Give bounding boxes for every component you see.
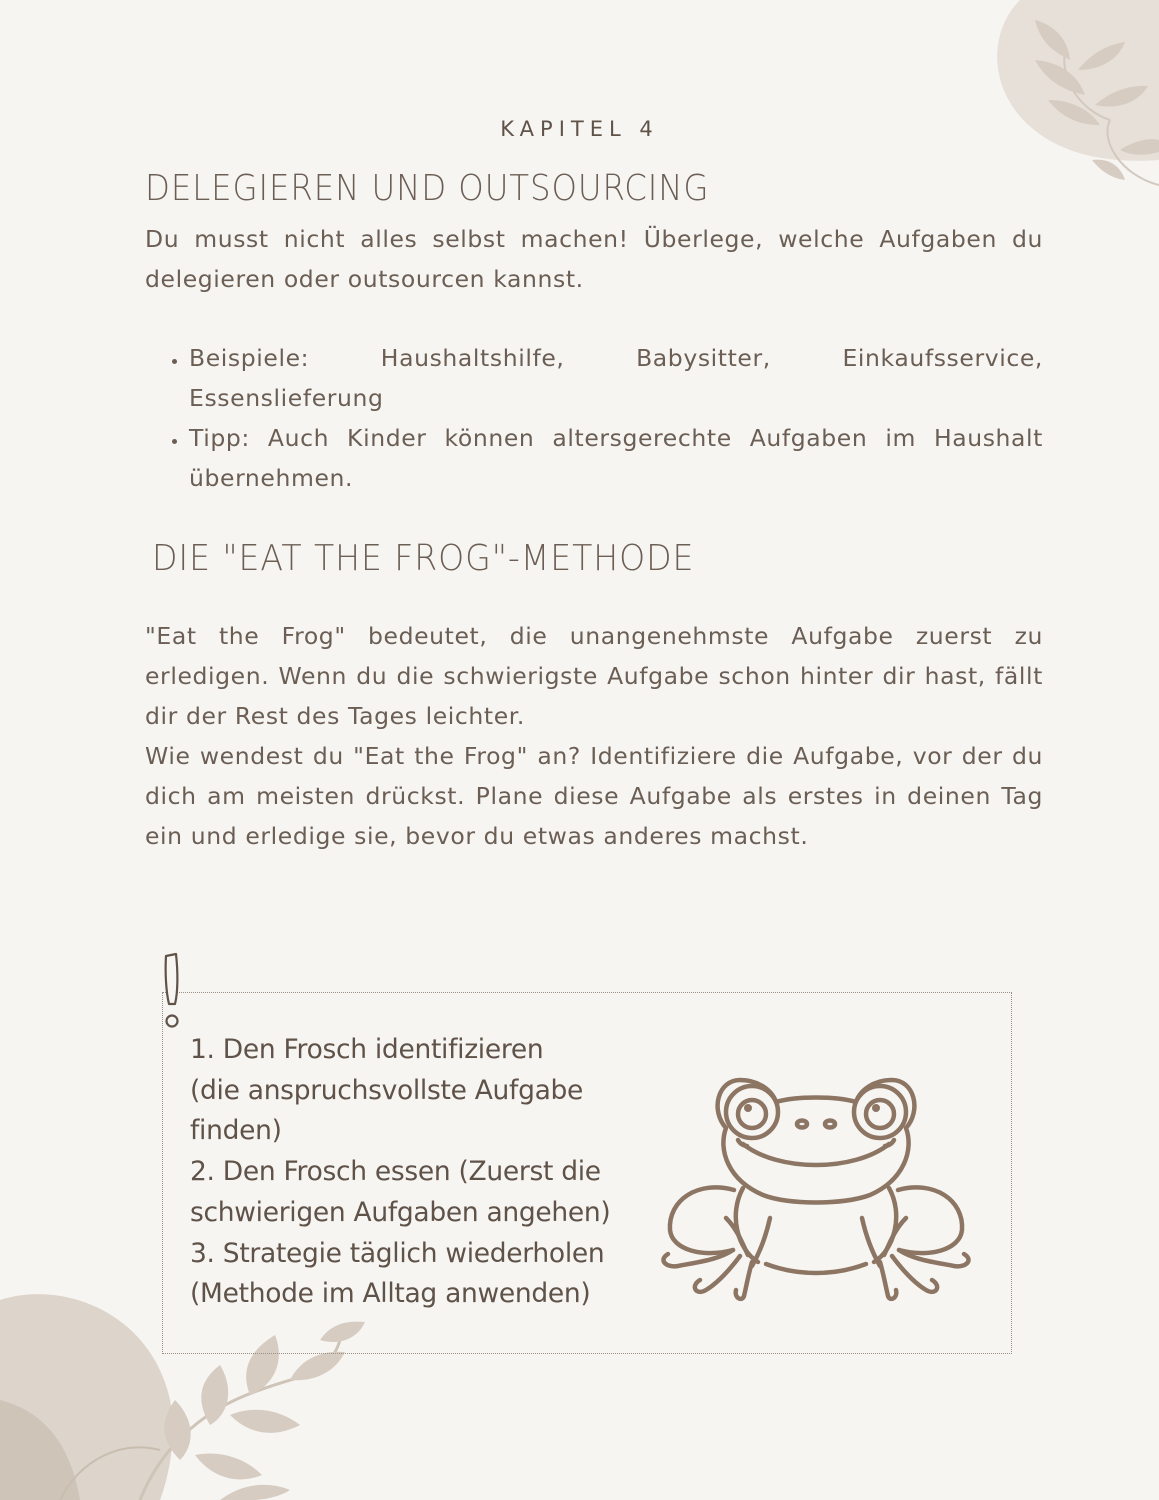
intro-paragraph: Du musst nicht alles selbst machen! Überlege, welche Aufgaben du delegieren oder outsourcen kannst. xyxy=(145,225,1043,293)
list-item-text: Tipp: Auch Kinder können altersgerechte Aufgaben im Haushalt übernehmen. xyxy=(189,424,1043,492)
chapter-label: KAPITEL 4 xyxy=(500,117,659,141)
step-line: finden) xyxy=(190,1115,282,1147)
step-line: 2. Den Frosch essen (Zuerst die xyxy=(190,1156,601,1188)
examples-list xyxy=(145,338,1043,498)
frog-icon xyxy=(648,1040,984,1302)
list-item-continuation: Essenslieferung xyxy=(189,384,384,412)
exclamation-icon xyxy=(160,952,190,1032)
step-line: (die anspruchsvollste Aufgabe xyxy=(190,1074,584,1106)
frog-paragraph-2: Wie wendest du "Eat the Frog" an? Identifiziere die Aufgabe, vor der du dich am meisten drückst. Plane diese Aufgabe als erstes in deinen Tag ein und erledige sie, bevor du etwas anderes machst. xyxy=(145,742,1043,850)
step-line: 1. Den Frosch identifizieren xyxy=(190,1034,544,1065)
steps-list xyxy=(190,1030,620,1315)
list-item xyxy=(189,338,1043,378)
frog-paragraph-1: "Eat the Frog" bedeutet, die unangenehmste Aufgabe zuerst zu erledigen. Wenn du die schwierigste Aufgabe schon hinter dir hast, fällt dir der Rest des Tages leichter. xyxy=(145,622,1043,730)
step-line: 3. Strategie täglich wiederholen xyxy=(190,1237,605,1269)
list-item-text: Beispiele: Haushaltshilfe, Babysitter, Einkaufsservice, xyxy=(189,344,1043,372)
list-item xyxy=(189,418,1043,498)
section-title-eat-the-frog: DIE "EAT THE FROG"-METHODE xyxy=(152,538,695,579)
step-line: schwierigen Aufgaben angehen) xyxy=(190,1196,611,1228)
section-title-delegieren: DELEGIEREN UND OUTSOURCING xyxy=(145,168,710,209)
leaf-decoration-top xyxy=(960,0,1159,230)
step-line: (Methode im Alltag anwenden) xyxy=(190,1278,591,1310)
